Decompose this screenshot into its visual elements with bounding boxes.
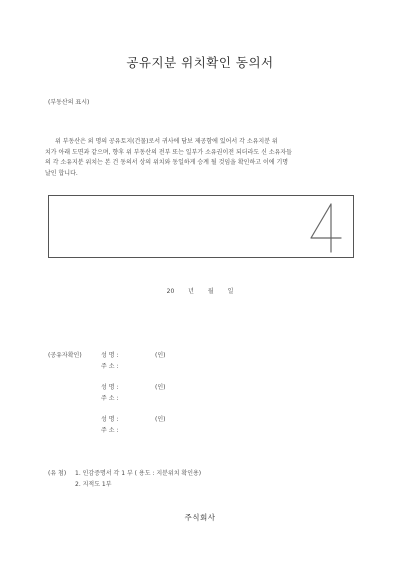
location-diagram-box	[48, 195, 354, 258]
date-line: 20 년 월 일	[166, 288, 234, 295]
consent-body	[45, 137, 365, 179]
body-line: 치가 아래 도면과 같으며, 향후 위 부동산의 전부 또는 일부가 소유권이전 되더라도 신 소유자들	[45, 148, 292, 156]
owner-3-name-label: 성 명 :	[101, 416, 119, 423]
company-name: 주식회사	[184, 513, 216, 522]
owner-2-seal: (인)	[155, 384, 166, 391]
owner-3-address-label: 주 소 :	[101, 427, 119, 434]
owner-3-seal: (인)	[155, 416, 166, 423]
owner-section-label: (공유자확인)	[48, 352, 82, 359]
owner-1-name-label: 성 명 :	[101, 352, 119, 359]
body-line: 의 각 소유지분 위치는 본 건 동의서 상의 위치와 동일하게 승계 될 것임을 확인하고 이에 기명	[45, 159, 289, 166]
owner-2-address-label: 주 소 :	[101, 395, 119, 402]
attachment-item: 1. 인감증명서 각 1 부 ( 용도 : 지분위치 확인용)	[75, 470, 202, 477]
body-line: 날인 합니다.	[45, 169, 78, 177]
owner-2-name-label: 성 명 :	[101, 384, 119, 391]
owner-1-address-label: 주 소 :	[101, 363, 119, 370]
document-title: 공유지분 위치확인 동의서	[126, 55, 274, 70]
hand-drawn-four-figure	[305, 200, 343, 254]
property-section-label: (부동산의 표시)	[48, 99, 90, 106]
attachments-label: (유 첨)	[48, 470, 67, 477]
owner-1-seal: (인)	[155, 352, 166, 359]
body-line: 위 부동산은 외 명의 공유토지(건물)로서 귀사에 담보 제공함에 있어서 각 소유지분 위	[55, 138, 278, 145]
attachment-item: 2. 지적도 1부	[75, 481, 112, 488]
